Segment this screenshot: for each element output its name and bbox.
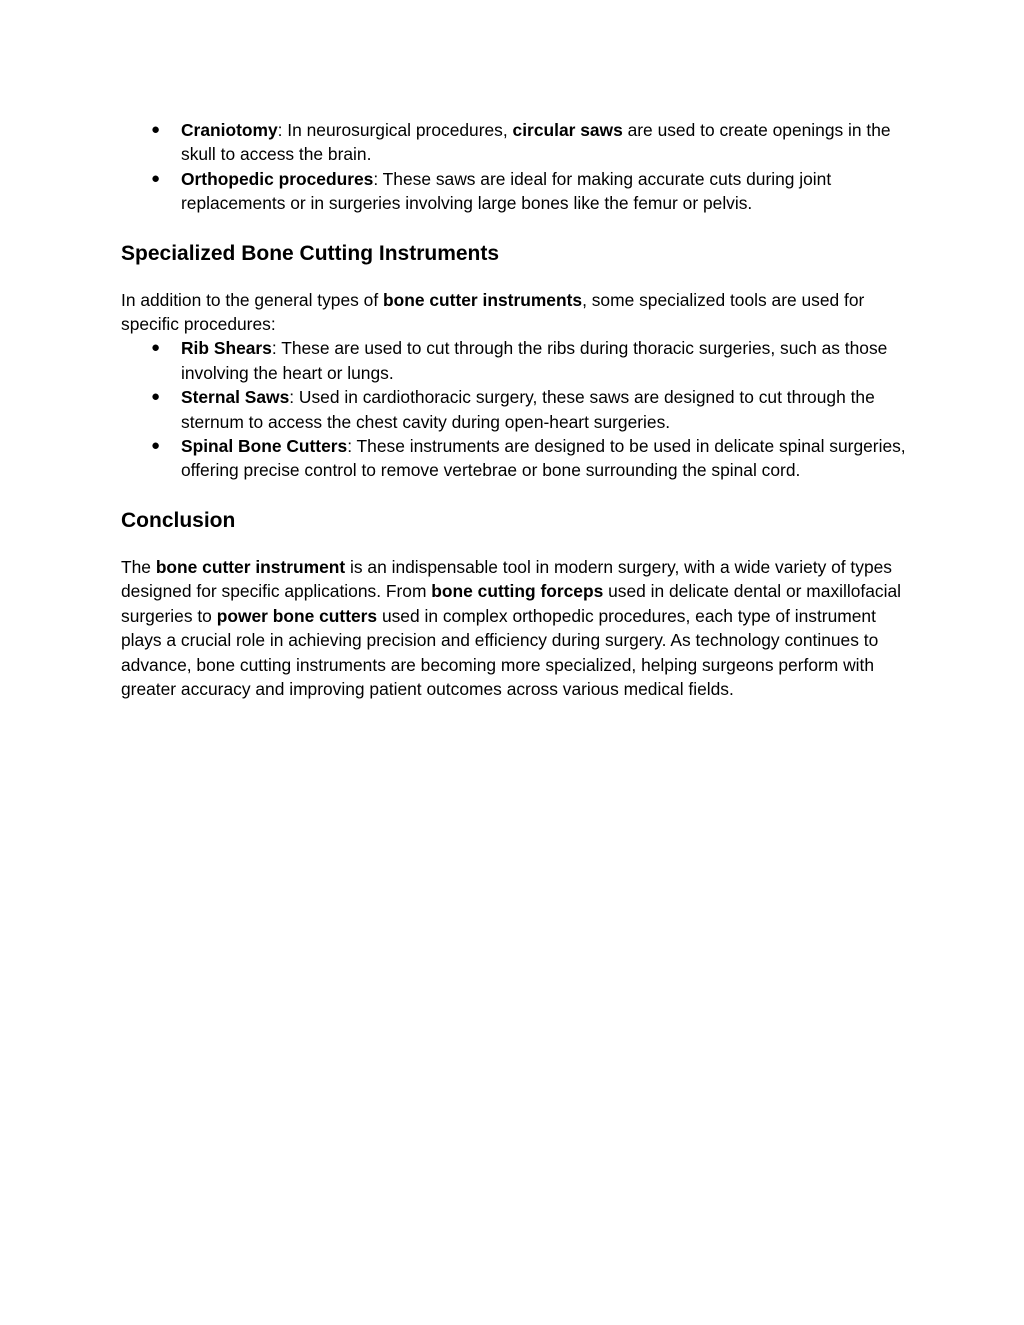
conclusion-paragraph	[121, 555, 906, 701]
paragraph-text: In addition to the general types of	[121, 289, 384, 310]
list-item-term: Spinal Bone Cutters	[181, 436, 348, 457]
list-item-text: : These instruments are designed to be used in delicate spinal surgeries, offering precise control to remove vertebrae or bone surrounding the spinal cord.	[181, 436, 906, 481]
bullet-icon: ●	[151, 169, 161, 187]
list-item-emphasis: circular saws	[512, 120, 623, 140]
section-heading-conclusion: Conclusion	[121, 508, 236, 532]
paragraph-emphasis: bone cutter instruments	[383, 289, 583, 310]
list-item-text: : These are used to cut through the ribs during thoracic surgeries, such as those involving the heart or lungs.	[181, 338, 888, 383]
bullet-icon: ●	[151, 339, 161, 357]
applications-list	[121, 118, 906, 216]
list-item-text: : These saws are ideal for making accurate cuts during joint replacements or in surgeries involving large bones like the femur or pelvis.	[181, 168, 832, 214]
list-item-text: : In neurosurgical procedures,	[277, 120, 513, 140]
section-intro-paragraph	[121, 288, 906, 337]
list-item-text: are used to create openings in the skull to access the brain.	[181, 120, 891, 165]
paragraph-text: used in delicate dental or maxillofacial surgeries to	[121, 581, 902, 626]
specialized-tools-list	[121, 336, 906, 482]
list-item-term: Sternal Saws	[181, 387, 290, 408]
section-heading-specialized: Specialized Bone Cutting Instruments	[121, 241, 500, 265]
document-page	[121, 118, 906, 701]
paragraph-text: used in complex orthopedic procedures, each type of instrument plays a crucial role in achieving precision and efficiency during surgery. As technology continues to advance, bone cutting instruments are becoming more specialized, helping surgeons perform with greater accuracy and improving patient outcomes across various medical fields.	[121, 605, 879, 699]
list-item-term: Rib Shears	[181, 338, 272, 359]
paragraph-emphasis: bone cutter instrument	[155, 556, 346, 577]
list-item-term: Orthopedic procedures	[181, 168, 374, 189]
list-item-spinal-bone-cutters	[121, 434, 906, 483]
list-item-sternal-saws	[121, 385, 906, 434]
paragraph-text: , some specialized tools are used for specific procedures:	[121, 289, 865, 335]
paragraph-emphasis: bone cutting forceps	[431, 581, 604, 602]
paragraph-text: The	[121, 556, 156, 577]
list-item-rib-shears	[121, 336, 906, 385]
list-item-craniotomy	[121, 118, 906, 167]
bullet-icon: ●	[151, 121, 161, 138]
list-item-text: : Used in cardiothoracic surgery, these saws are designed to cut through the sternum to access the chest cavity during open-heart surgeries.	[181, 387, 875, 432]
bullet-icon: ●	[151, 437, 161, 455]
list-item-term: Craniotomy	[181, 120, 278, 140]
list-item-orthopedic	[121, 167, 906, 216]
paragraph-emphasis: power bone cutters	[216, 605, 378, 626]
bullet-icon: ●	[151, 388, 161, 406]
paragraph-text: is an indispensable tool in modern surgery, with a wide variety of types designed for specific applications. From	[121, 556, 892, 602]
